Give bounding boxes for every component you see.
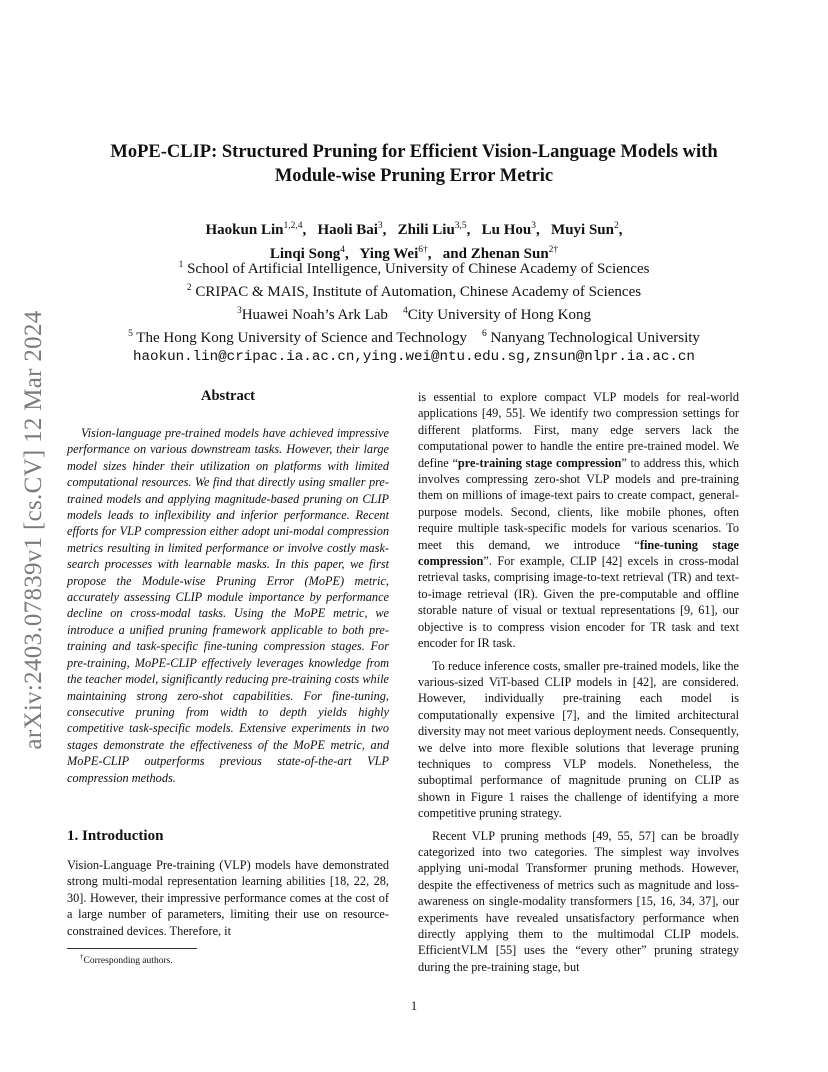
affiliation: $^3$Huawei Noah’s Ark Lab $^4$City University of Hong Kong (236, 306, 592, 323)
intro-paragraph: Vision-Language Pre-training (VLP) models have demonstrated strong multi-modal representation learning abilities [18, 22, 28, 30]. However, their impressive performance comes at the cost of a large number of parameters, limiting their use on resource-constrained devices. Therefore, it (67, 858, 389, 938)
intro-left-column (67, 857, 389, 939)
footnote-rule (67, 948, 197, 949)
abstract-text: Vision-language pre-trained models have achieved impressive performance on various downstream tasks. However, their large model sizes hinder their utilization on platforms with limited computational resources. We find that directly using smaller pre-trained models and applying magnitude-based pruning on CLIP models leads to inflexibility and inferior performance. Recent efforts for VLP compression either adopt uni-modal compression metrics resulting in limited performance or involve costly mask-search processes with learnable masks. In this paper, we first propose the Module-wise Pruning Error (MoPE) metric, accurately assessing CLIP module importance by performance decline on cross-modal tasks. Using the MoPE metric, we introduce a unified pruning framework applicable to both pre-training and task-specific fine-tuning compression stages. For pre-training, MoPE-CLIP effectively leverages knowledge from the teacher model, significantly reducing pre-training costs while maintaining strong zero-shot capabilities. For fine-tuning, consecutive pruning from width to depth yields highly competitive task-specific models. Extensive experiments in two stages demonstrate the effectiveness of the MoPE metric, and MoPE-CLIP outperforms previous state-of-the-art VLP compression methods. (67, 426, 389, 785)
section-heading-introduction: 1. Introduction (67, 828, 164, 844)
author-emails: haokun.lin@cripac.ia.ac.cn,ying.wei@ntu.edu.sg,znsun@nlpr.ia.ac.cn (133, 349, 695, 365)
title-line-1: MoPE-CLIP: Structured Pruning for Efficient Vision-Language Models with (110, 142, 718, 162)
intro-paragraph: is essential to explore compact VLP models for real-world applications [49, 55]. We identify two compression settings for different platforms. First, many edge servers lack the computational power to handle the entire pre-trained model. We define “pre-training stage compression” to address this, which involves compressing zero-shot VLP models and pre-training them on millions of image-text pairs to create compact, general-purpose models. Second, clients, like mobile phones, often require multiple task-specific models for various scenarios. To meet this demand, we introduce “fine-tuning stage compression”. For example, CLIP [42] excels in cross-modal retrieval tasks, comprising image-to-text retrieval (TR) and text-to-image retrieval (IR). Given the pre-computable and offline storable nature of visual or textual representations [9, 61], our objective is to compress vision encoder for TR task and text encoder for IR task. (418, 390, 739, 651)
footnote (80, 953, 173, 966)
intro-paragraph: To reduce inference costs, smaller pre-trained models, like the various-sized ViT-based CLIP models in [42], are considered. However, individually pre-training each model is computationally expensive [7], and the limited architectural diversity may not meet various deployment needs. Consequently, we delve into more flexible solutions that leverage pruning techniques to compress VLP models. Nonetheless, the suboptimal performance of magnitude pruning on CLIP as shown in Figure 1 raises the challenge of identifying a more competitive pruning strategy. (418, 658, 739, 821)
intro-right-column (418, 389, 739, 975)
author-name: Haokun Lin (205, 222, 284, 238)
affiliation: $^5$ The Hong Kong University of Science and Technology $^6$ Nanyang Technological University (128, 329, 700, 346)
author-affil-sup: 2 (613, 221, 619, 231)
author-name: Haoli Bai (317, 222, 378, 238)
arxiv-sidebar-stamp (14, 250, 54, 810)
abstract-heading: Abstract (201, 388, 255, 404)
footnote-mark: † (80, 953, 84, 961)
author-name: Zhenan Sun (470, 246, 549, 262)
author-name: Zhili Liu (397, 222, 455, 238)
bold-term: fine-tuning stage compression (418, 537, 739, 569)
paper-title (60, 140, 768, 188)
footnote-text: Corresponding authors. (83, 956, 173, 967)
author-affil-sup: 1,2,4 (283, 221, 303, 231)
author-affil-sup: 2† (548, 245, 559, 255)
abstract-body (67, 425, 389, 786)
author-line-2: Linqi Song$^4$, Ying Wei$^{6\dagger}$, and Zhenan Sun$^{2\dagger}$ (269, 245, 559, 262)
and-word: and (442, 246, 467, 262)
author-affil-sup: 4 (340, 245, 346, 255)
intro-paragraph: Recent VLP pruning methods [49, 55, 57] can be broadly categorized into two categories. The simplest way involves applying uni-modal Transformer pruning methods. However, despite the effectiveness of metrics such as magnitude and loss-awareness on single-modality transformers [15, 16, 34, 37], our experiments have revealed unsatisfactory performance when directly applying them to the multimodal CLIP models. EfficientVLM [55] uses the “every other” pruning strategy during the pre-training stage, but (418, 828, 739, 974)
author-affil-sup: 3 (531, 221, 537, 231)
page-number: 1 (410, 999, 418, 1013)
title-line-2: Module-wise Pruning Error Metric (274, 166, 554, 186)
author-name: Lu Hou (481, 222, 532, 238)
author-name: Muyi Sun (551, 222, 614, 238)
author-name: Ying Wei (359, 246, 419, 262)
author-name: Linqi Song (269, 246, 341, 262)
author-affil-sup: 6† (418, 245, 428, 255)
author-affil-sup: 3 (377, 221, 383, 231)
affiliation: $^2$ CRIPAC & MAIS, Institute of Automation, Chinese Academy of Sciences (186, 283, 642, 300)
author-line-1: Haokun Lin$^{1,2,4}$, Haoli Bai$^3$, Zhili Liu$^{3,5}$, Lu Hou$^3$, Muyi Sun$^2$, (205, 221, 623, 238)
bold-term: pre-training stage compression (457, 455, 622, 470)
affiliation: $^1$ School of Artificial Intelligence, University of Chinese Academy of Sciences (178, 260, 650, 277)
affiliation-list (60, 256, 768, 367)
author-affil-sup: 3,5 (454, 221, 467, 231)
arxiv-id: arXiv:2403.07839v1 [cs.CV] 12 Mar 2024 (20, 310, 47, 750)
